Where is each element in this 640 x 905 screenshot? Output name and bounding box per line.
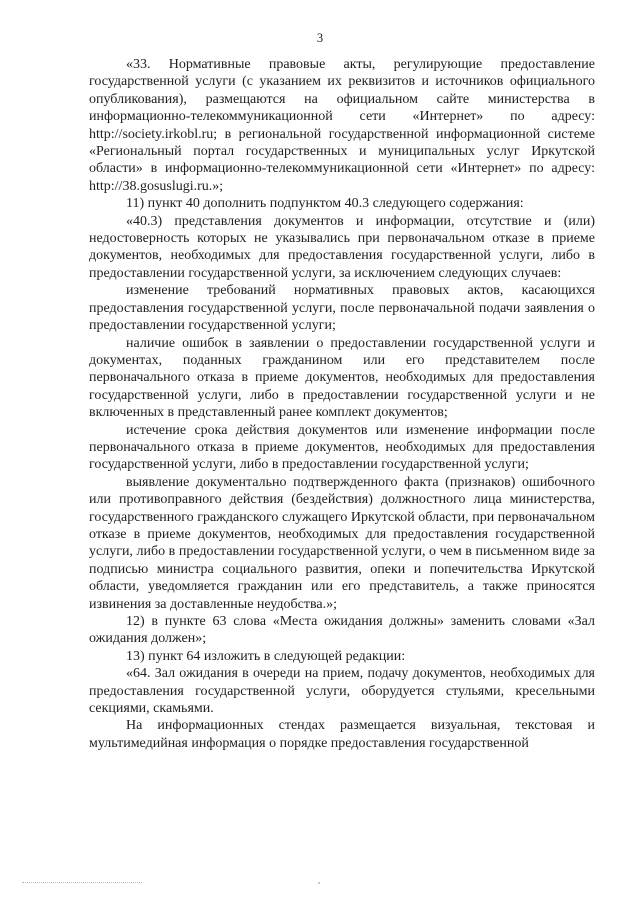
paragraph-amendment-13: 13) пункт 64 изложить в следующей редакции: (126, 648, 406, 664)
paragraph-exception-expiry: истечение срока действия документов или изменение информации после первоначального отказа в приеме документов, необходимых для предоставления государственной услуги, либо в предоставлении государственной услуги; (89, 422, 595, 473)
page-number: 3 (316, 31, 324, 45)
paragraph-info-stands: На информационных стендах размещается визуальная, текстовая и мультимедийная информация о порядке предоставления государственной (89, 718, 595, 751)
paragraph-item-64: «64. Зал ожидания в очереди на прием, подачу документов, необходимых для предоставления государственной услуги, оборудуется стульями, кресельными секциями, скамьями. (89, 666, 595, 717)
paragraph-exception-requirements-change: изменение требований нормативных правовых актов, касающихся предоставления государственной услуги, после первоначальной подачи заявления о предоставлении государственной услуги; (89, 283, 595, 334)
scan-speck (318, 882, 320, 884)
document-body (89, 56, 595, 752)
paragraph-exception-errors: наличие ошибок в заявлении о предоставлении государственной услуги и документах, поданных гражданином или его представителем после первоначального отказа в приеме документов, необходимых для предоставления государственной услуги, либо в предоставлении государственной услуги и не включенных в представленный ранее комплект документов; (89, 335, 595, 421)
scan-footer-mark (22, 882, 142, 884)
paragraph-exception-unlawful-action: выявление документально подтвержденного факта (признаков) ошибочного или противоправного действия (бездействия) должностного лица министерства, государственного гражданского служащего Иркутской области, при первоначальном отказе в приеме документов, необходимых для предоставления государственной услуги, либо в предоставлении государственной услуги, о чем в письменном виде за подписью министра социального развития, опеки и попечительства Иркутской области, уведомляется гражданин или его представитель, а также приносятся извинения за доставленные неудобства.»; (89, 474, 595, 612)
paragraph-item-40-3: «40.3) представления документов и информации, отсутствие и (или) недостоверность которых не указывались при первоначальном отказе в приеме документов, необходимых для предоставления государственной услуги, либо в предоставлении государственной услуги, за исключением следующих случаев: (89, 213, 595, 281)
paragraph-amendment-11: 11) пункт 40 дополнить подпунктом 40.3 следующего содержания: (126, 196, 524, 212)
paragraph-amendment-12: 12) в пункте 63 слова «Места ожидания должны» заменить словами «Зал ожидания должен»; (89, 614, 595, 647)
paragraph-item-33: «33. Нормативные правовые акты, регулирующие предоставление государственной услуги (с указанием их реквизитов и источников официального опубликования), размещаются на официальном сайте министерства в информационно-телекоммуникационной сети «Интернет» по адресу: http://society.irkobl.ru; в региональной государственной информационной системе «Региональный портал государственных и муниципальных услуг Иркутской области» в информационно-телекоммуникационной сети «Интернет» по адресу: http://38.gosuslugi.ru.»; (89, 57, 595, 194)
